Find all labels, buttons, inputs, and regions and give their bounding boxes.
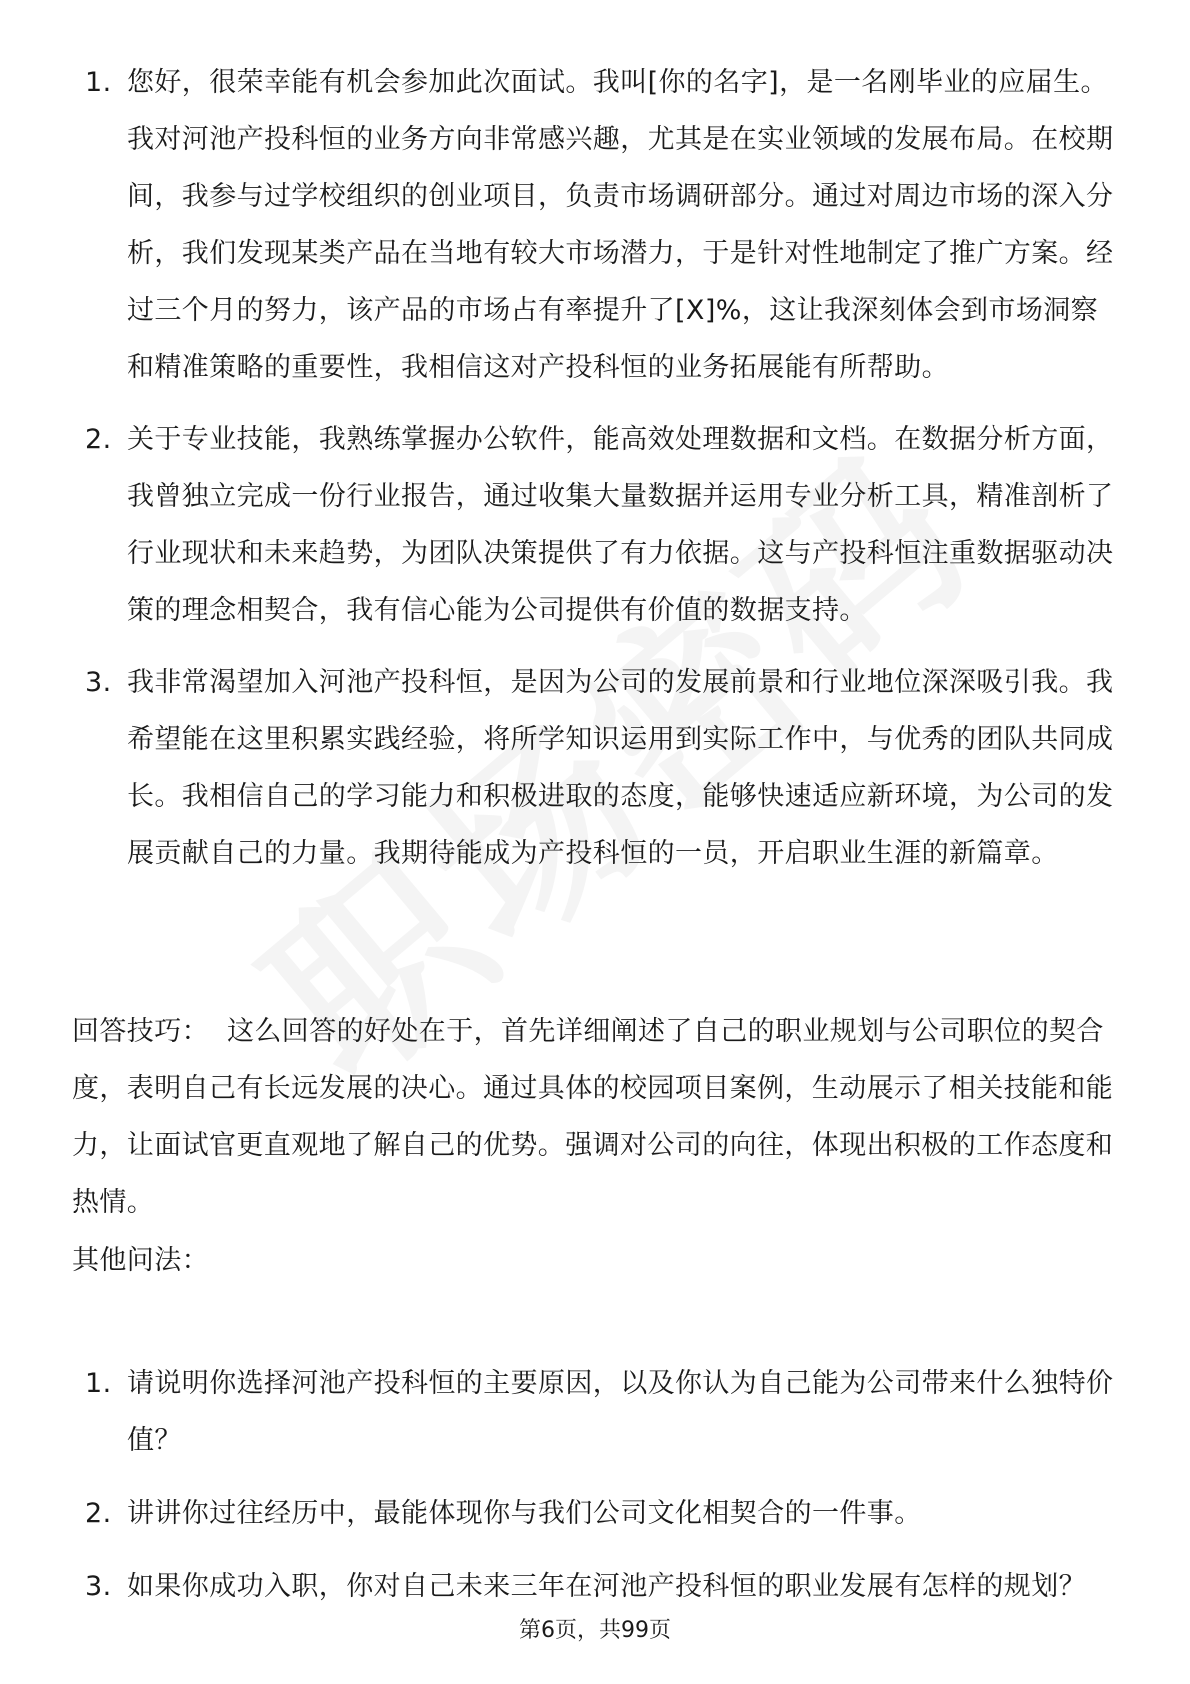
- list-item: [0, 411, 1121, 639]
- list-number: 2.: [85, 1498, 112, 1529]
- list-item-text: 您好，很荣幸能有机会参加此次面试。我叫[你的名字]，是一名刚毕业的应届生。我对河池产投科恒的业务方向非常感兴趣，尤其是在实业领域的发展布局。在校期间，我参与过学校组织的创业项目，负责市场调研部分。通过对周边市场的深入分析，我们发现某类产品在当地有较大市场潜力，于是针对性地制定了推广方案。经过三个月的努力，该产品的市场占有率提升了[X]%，这让我深刻体会到市场洞察和精准策略的重要性，我相信这对产投科恒的业务拓展能有所帮助。: [127, 67, 1114, 383]
- list-item-text: 讲讲你过往经历中，最能体现你与我们公司文化相契合的一件事。: [127, 1498, 922, 1529]
- other-questions-list: [0, 1355, 1121, 1631]
- list-item: [0, 54, 1121, 396]
- list-item-text: 我非常渴望加入河池产投科恒，是因为公司的发展前景和行业地位深深吸引我。我希望能在这里积累实践经验，将所学知识运用到实际工作中，与优秀的团队共同成长。我相信自己的学习能力和积极进取的态度，能够快速适应新环境，为公司的发展贡献自己的力量。我期待能成为产投科恒的一员，开启职业生涯的新篇章。: [127, 667, 1114, 869]
- list-item: [0, 1485, 1121, 1542]
- list-item: [0, 654, 1121, 882]
- list-number: 3.: [85, 667, 112, 698]
- list-item: [0, 1558, 1121, 1615]
- list-item-text: 如果你成功入职，你对自己未来三年在河池产投科恒的职业发展有怎样的规划？: [127, 1571, 1086, 1602]
- answer-tips: [72, 1003, 1122, 1231]
- list-item-text: 请说明你选择河池产投科恒的主要原因，以及你认为自己能为公司带来什么独特价值？: [127, 1368, 1114, 1456]
- tips-label: 回答技巧：: [72, 1016, 209, 1047]
- other-questions-title: 其他问法：: [72, 1245, 209, 1276]
- list-number: 1.: [85, 67, 112, 98]
- answer-list: [0, 54, 1121, 897]
- list-item: [0, 1355, 1121, 1469]
- list-number: 1.: [85, 1368, 112, 1399]
- page-number-footer: 第6页，共99页: [519, 1618, 671, 1643]
- tips-text: 这么回答的好处在于，首先详细阐述了自己的职业规划与公司职位的契合度，表明自己有长远发展的决心。通过具体的校园项目案例，生动展示了相关技能和能力，让面试官更直观地了解自己的优势。强调对公司的向往，体现出积极的工作态度和热情。: [72, 1016, 1114, 1218]
- list-number: 2.: [85, 424, 112, 455]
- list-item-text: 关于专业技能，我熟练掌握办公软件，能高效处理数据和文档。在数据分析方面，我曾独立完成一份行业报告，通过收集大量数据并运用专业分析工具，精准剖析了行业现状和未来趋势，为团队决策提供了有力依据。这与产投科恒注重数据驱动决策的理念相契合，我有信心能为公司提供有价值的数据支持。: [127, 424, 1114, 626]
- list-number: 3.: [85, 1571, 112, 1602]
